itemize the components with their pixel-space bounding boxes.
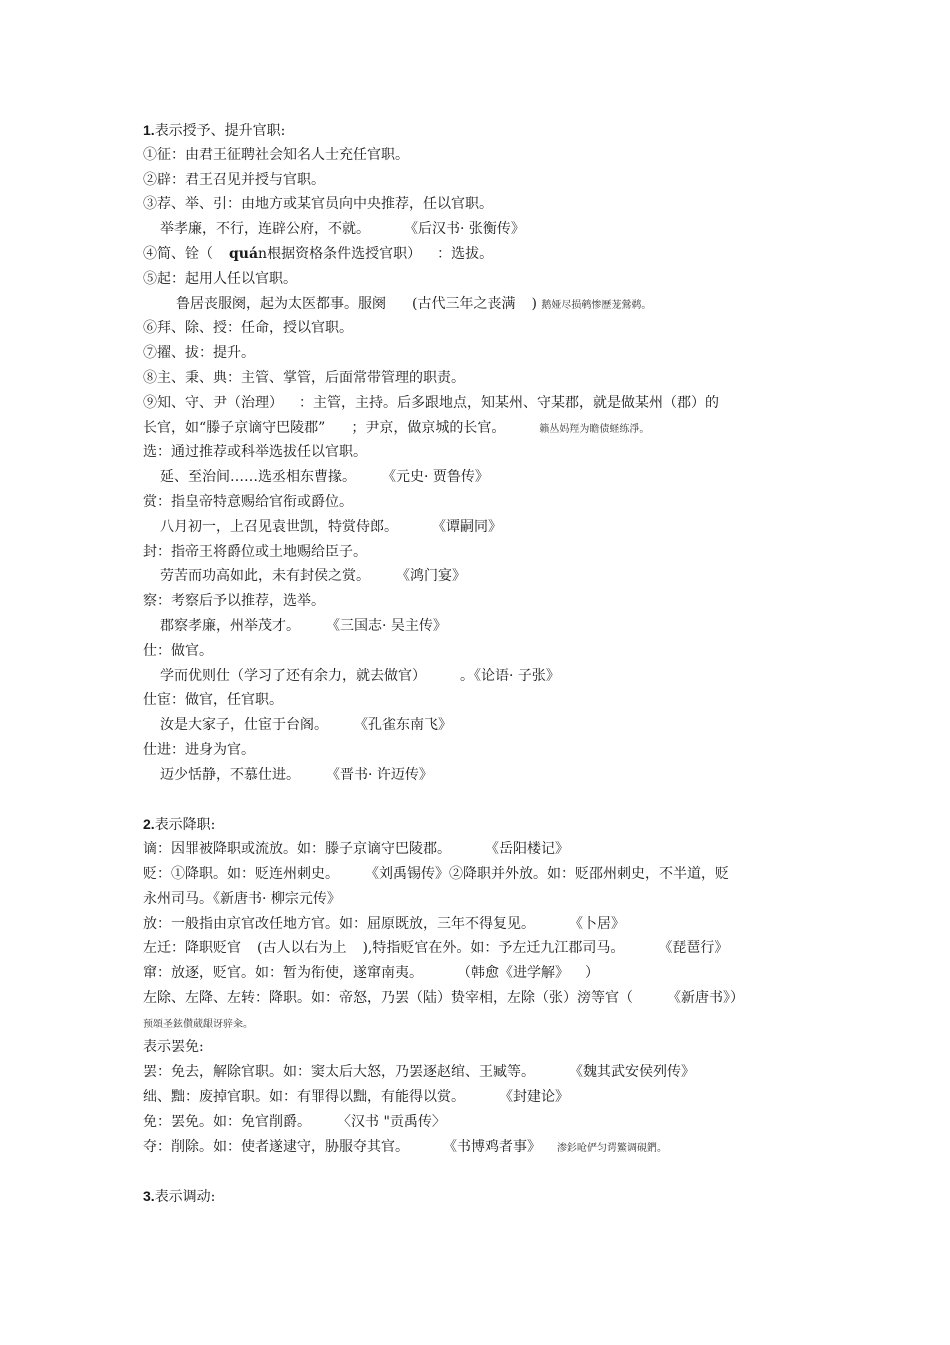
paragraph: 永州司马。《新唐书· 柳宗元传》 [143,890,341,907]
paragraph [143,986,823,1011]
paragraph [143,1060,823,1085]
text-run: 贬：①降职。如：贬连州刺史。 [143,865,339,882]
text-run: ), [362,940,373,957]
text-run: 夺：削除。如：使者遂逮守，胁服夺其官。 [143,1138,409,1155]
text-run: (古人以右为上 [257,940,347,957]
paragraph [143,1011,823,1036]
text-run: 绌、黜：废掉官职。如：有罪得以黜，有能得以赏。 [143,1089,465,1106]
section-title: 表示降职: [154,817,216,834]
paragraph [143,837,823,862]
section-number: 1. [143,122,155,138]
text-run: n根据资格条件选授官职） [258,245,422,262]
paragraph: ⑦擢、拔：提升。 [143,345,255,362]
paragraph [143,936,823,961]
text-run: ） [585,965,599,982]
paragraph: 封：指帝王将爵位或土地赐给臣子。 [143,543,367,560]
paragraph [143,1085,823,1110]
blank-line [143,1159,823,1184]
text-run: ：主管，主持。后多跟地点，知某州、守某郡，就是做某州（郡）的 [299,394,719,411]
paragraph [143,242,823,267]
paragraph: 仕宦：做官，任官职。 [143,692,283,709]
section-title: 表示授予、提升官职: [154,123,286,139]
section-title: 表示调动: [154,1189,216,1206]
paragraph [143,1110,823,1135]
text-run: 谪：因罪被降职或流放。如：滕子京谪守巴陵郡。 [143,841,451,858]
paragraph: 察：考察后予以推荐，选举。 [143,593,325,610]
text-run: 《刘禹锡传》②降职并外放。如：贬邵州刺史，不半道，贬 [365,865,729,882]
citation: 《卜居》 [569,915,625,932]
paragraph: ⑤起：起用人任以官职。 [143,270,297,287]
citation: 《岳阳楼记》 [485,841,569,858]
citation: 《魏其武安侯列传》 [569,1064,695,1081]
example-line [143,713,823,738]
citation: 《琵琶行》 [658,940,729,957]
example-text: 郡察孝廉，州举茂才。 [160,617,300,634]
garbled-text: 预頌圣鉉儧葳龈讶骍籴。 [143,1018,253,1030]
citation: 《三国志· 吴主传》 [326,617,447,634]
paragraph: ②辟：君王召见并授与官职。 [143,171,325,188]
example-line [143,515,823,540]
example-text: 汝是大家子，仕宦于台阁。 [160,717,328,734]
example-line [143,217,823,242]
paragraph [143,961,823,986]
subheading: 表示罢免: [143,1039,204,1056]
example-text: 举孝廉，不行，连辟公府，不就。 [160,221,370,238]
citation: 《谭嗣同》 [432,518,502,535]
paragraph: ⑥拜、除、授：任命，授以官职。 [143,320,353,337]
example-line [143,292,823,317]
text-run: 罢：免去，解除官职。如：窦太后大怒，乃罢逐赵绾、王臧等。 [143,1064,535,1081]
paragraph: 仕进：进身为官。 [143,741,255,758]
blank-line [143,788,823,813]
citation: 《封建论》 [499,1089,569,1106]
example-line [143,564,823,589]
example-line [143,465,823,490]
section-number: 2. [143,816,155,833]
paragraph: 仕：做官。 [143,642,213,659]
text-run: ⑨知、守、尹（治理） [143,394,283,411]
section-2-heading [143,812,823,837]
citation: 《晋书· 许迈传》 [326,766,433,783]
section-3-heading [143,1184,823,1209]
citation: 《后汉书· 张衡传》 [404,221,525,238]
section-1-heading [143,118,823,143]
example-text: 鲁居丧服阕，起为太医都事。服阕 [176,295,386,312]
paragraph [143,416,823,441]
garbled-text: 籟丛妈羥为瞻债蛏练淨。 [539,423,650,435]
citation: 《鸿门宴》 [396,568,466,585]
pinyin: quá [229,245,259,262]
paragraph: ①征：由君王征聘社会知名人士充任官职。 [143,146,409,163]
text-run: 免：罢免。如：免官削爵。 [143,1113,311,1130]
citation: 《孔雀东南飞》 [354,717,452,734]
example-text: 劳苦而功高如此，未有封侯之赏。 [160,568,370,585]
text-run: ④简、铨（ [143,245,213,262]
citation: 〈汉书 "贡禹传〉 [337,1113,446,1130]
text-run: 放：一般指由京官改任地方官。如：屈原既放，三年不得复见。 [143,915,535,932]
garbled-text: 鹅娅尽损鹌惨歷茏鶯鹈。 [541,299,652,311]
text-run: 左迁：降职贬官 [143,940,241,957]
text-run: ) [531,295,537,312]
example-line [143,664,823,689]
citation: 。《论语· 子张》 [460,667,560,684]
document-body [143,118,823,1209]
citation: （韩愈《进学解》 [457,965,569,982]
example-line [143,763,823,788]
example-text: 八月初一，上召见袁世凯，特赏侍郎。 [160,518,398,535]
paragraph [143,391,823,416]
text-run: ；尹京，做京城的长官。 [351,419,506,436]
citation: 《新唐书》） [667,989,744,1006]
example-text: 迈少恬静，不慕仕进。 [160,766,300,783]
paragraph: ⑧主、秉、典：主管、掌管，后面常带管理的职责。 [143,369,465,386]
citation: 《元史· 贾鲁传》 [382,469,489,486]
section-number: 3. [143,1188,155,1205]
citation: 《书博鸡者事》 [443,1138,541,1155]
text-run: 左除、左降、左转：降职。如：帝怒，乃罢（陆）贽宰相，左除（张）滂等官（ [143,989,633,1006]
text-run: 特指贬官在外。如：予左迁九江郡司马。 [372,940,625,957]
paragraph [143,1135,823,1160]
text-run: ：选拔。 [437,245,494,262]
paragraph [143,912,823,937]
example-text: 延、至治间……选丞相东曹掾。 [160,469,356,486]
paragraph: 赏：指皇帝特意赐给官衔或爵位。 [143,493,353,510]
text-run: 窜：放逐，贬官。如：暂为衔使，遂窜南夷。 [143,965,423,982]
garbled-text: 渗釤呛俨匀谔鰵调硯鍆。 [557,1142,667,1154]
paragraph [143,862,823,887]
example-text: 学而优则仕（学习了还有余力，就去做官） [160,667,426,684]
paragraph: 选：通过推荐或科举选拔任以官职。 [143,444,367,461]
text-run: 长官，如“滕子京谪守巴陵郡” [143,419,326,436]
paragraph: ③荐、举、引：由地方或某官员向中央推荐，任以官职。 [143,196,493,213]
text-run: (古代三年之丧满 [412,295,516,312]
example-line [143,614,823,639]
